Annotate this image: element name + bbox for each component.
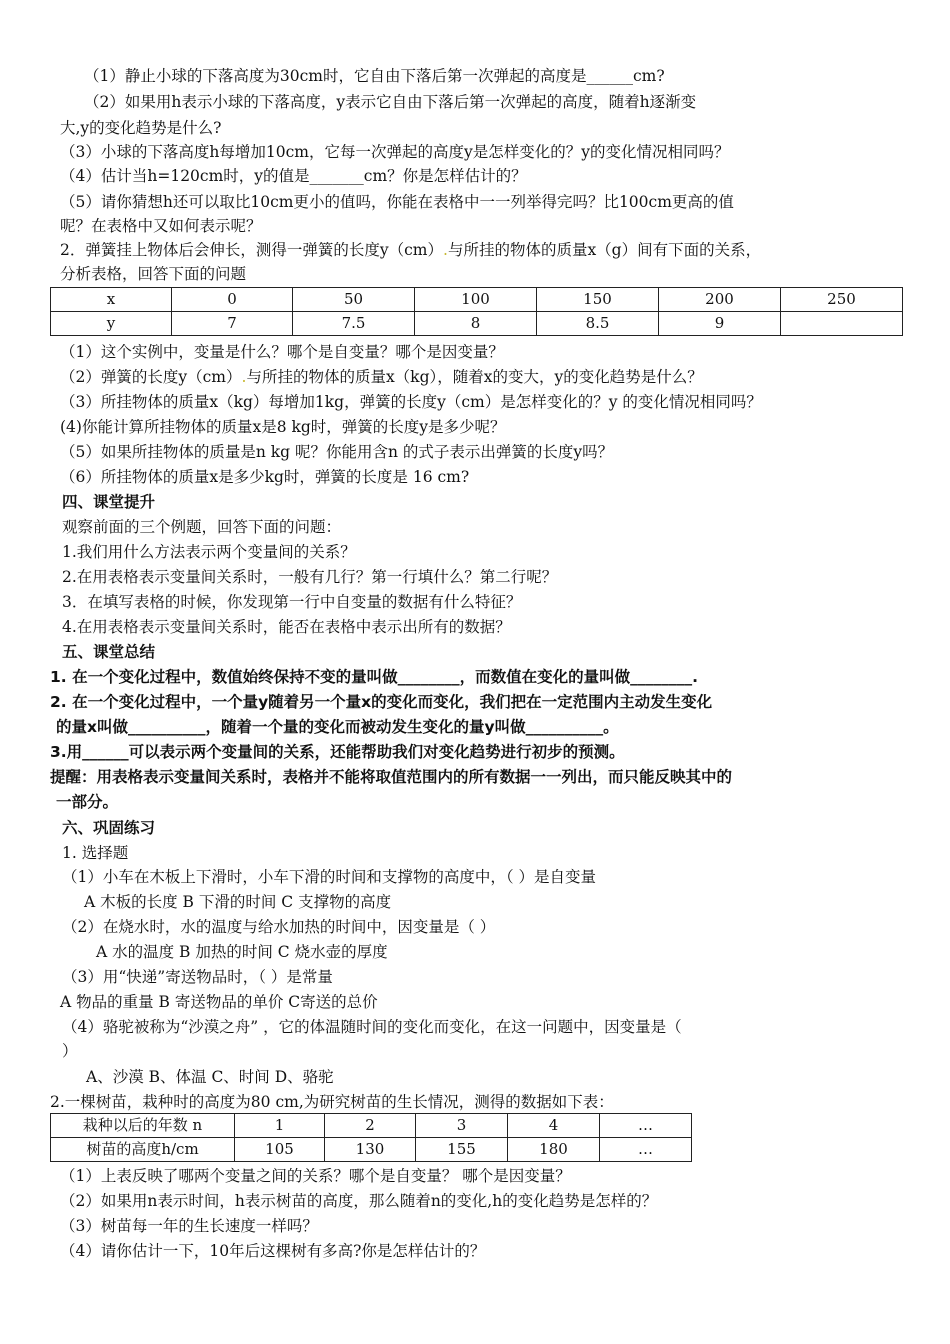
spring-intro-cont: 分析表格，回答下面的问题 bbox=[60, 265, 247, 283]
table-cell: x bbox=[51, 288, 172, 312]
table-cell: 8 bbox=[415, 312, 537, 336]
table-cell: 7.5 bbox=[293, 312, 415, 336]
table-cell: … bbox=[600, 1114, 692, 1138]
spring-question-4: (4)你能计算所挂物体的质量x是8 kg时，弹簧的长度y是多少呢？ bbox=[60, 418, 506, 436]
table-cell: … bbox=[600, 1138, 692, 1162]
spring-question-3: （3）所挂物体的质量x（kg）每增加1kg，弹簧的长度y（cm）是怎样变化的？y 的变化情况相同吗？ bbox=[60, 393, 762, 411]
table-cell: 7 bbox=[172, 312, 293, 336]
table-cell: 2 bbox=[325, 1114, 416, 1138]
table-cell: y bbox=[51, 312, 172, 336]
table-cell: 9 bbox=[659, 312, 781, 336]
table-cell: 树苗的高度h/cm bbox=[51, 1138, 235, 1162]
section-4-intro: 观察前面的三个例题，回答下面的问题： bbox=[62, 518, 342, 536]
table-row bbox=[51, 1114, 692, 1138]
reminder-cont: 一部分。 bbox=[56, 793, 119, 811]
spring-question-1: （1）这个实例中，变量是什么？哪个是自变量？哪个是因变量？ bbox=[60, 343, 504, 361]
choice-question-2: （2）在烧水时，水的温度与给水加热的时间中，因变量是（ ） bbox=[62, 918, 496, 936]
choice-options-1: A 木板的长度 B 下滑的时间 C 支撑物的高度 bbox=[84, 893, 392, 911]
table-row bbox=[51, 288, 903, 312]
ball-question-2: （2）如果用h表示小球的下落高度，y表示它自由下落后第一次弹起的高度，随着h逐渐变 bbox=[84, 93, 697, 111]
table-cell: 150 bbox=[537, 288, 659, 312]
table-cell: 250 bbox=[781, 288, 903, 312]
section-4-heading: 四、课堂提升 bbox=[62, 493, 156, 511]
spring-intro-part2: 与所挂的物体的质量x（g）间有下面的关系， bbox=[447, 241, 762, 259]
summary-1: 1. 在一个变化过程中，数值始终保持不变的量叫做________，而数值在变化的量叫做________. bbox=[50, 668, 698, 686]
section-4-question-4: 4.在用表格表示变量间关系时，能否在表格中表示出所有的数据？ bbox=[62, 618, 511, 636]
summary-3: 3.用______可以表示两个变量间的关系，还能帮助我们对变化趋势进行初步的预测。 bbox=[50, 743, 625, 761]
choice-question-1: （1）小车在木板上下滑时，小车下滑的时间和支撑物的高度中，（ ）是自变量 bbox=[62, 868, 597, 886]
choice-options-4: A、沙漠 B、体温 C、时间 D、骆驼 bbox=[86, 1068, 334, 1086]
dot-mark: . bbox=[241, 368, 247, 386]
section-5-heading: 五、课堂总结 bbox=[62, 643, 156, 661]
ball-question-1: （1）静止小球的下落高度为30cm时，它自由下落后第一次弹起的高度是______cm? bbox=[84, 67, 665, 85]
table-cell: 8.5 bbox=[537, 312, 659, 336]
ball-question-3: （3）小球的下落高度h每增加10cm，它每一次弹起的高度y是怎样变化的？y的变化情况相同吗？ bbox=[60, 143, 730, 161]
choice-question-4-cont: ） bbox=[62, 1042, 78, 1060]
table-cell: 200 bbox=[659, 288, 781, 312]
table-cell: 180 bbox=[508, 1138, 600, 1162]
sapling-question-2: （2）如果用n表示时间，h表示树苗的高度，那么随着n的变化,h的变化趋势是怎样的？ bbox=[60, 1192, 658, 1210]
ball-question-4: （4）估计当h=120cm时，y的值是_______cm？你是怎样估计的？ bbox=[60, 167, 527, 185]
table-cell: 105 bbox=[235, 1138, 325, 1162]
summary-2-cont: 的量x叫做__________，随着一个量的变化而被动发生变化的量y叫做__________。 bbox=[56, 718, 619, 736]
table-row bbox=[51, 312, 903, 336]
sapling-intro: 2.一棵树苗，栽种时的高度为80 cm,为研究树苗的生长情况，测得的数据如下表： bbox=[50, 1093, 614, 1111]
choice-heading: 1. 选择题 bbox=[62, 844, 129, 862]
ball-question-2-cont: 大,y的变化趋势是什么? bbox=[60, 119, 222, 137]
sapling-question-4: （4）请你估计一下，10年后这棵树有多高?你是怎样估计的？ bbox=[60, 1242, 486, 1260]
section-4-question-2: 2.在用表格表示变量间关系时，一般有几行？第一行填什么？第二行呢？ bbox=[62, 568, 558, 586]
table-cell: 栽种以后的年数 n bbox=[51, 1114, 235, 1138]
spring-question-5: （5）如果所挂物体的质量是n kg 呢？你能用含n 的式子表示出弹簧的长度y吗？ bbox=[60, 443, 614, 461]
choice-options-2: A 水的温度 B 加热的时间 C 烧水壶的厚度 bbox=[96, 943, 388, 961]
spring-table bbox=[50, 287, 903, 336]
ball-question-5-cont: 呢？在表格中又如何表示呢？ bbox=[60, 217, 262, 235]
table-cell bbox=[781, 312, 903, 336]
table-cell: 100 bbox=[415, 288, 537, 312]
spring-q2-part2: 与所挂的物体的质量x（kg），随着x的变大，y的变化趋势是什么？ bbox=[246, 368, 703, 386]
table-cell: 4 bbox=[508, 1114, 600, 1138]
section-4-question-3: 3．在填写表格的时候，你发现第一行中自变量的数据有什么特征？ bbox=[62, 593, 522, 611]
spring-intro bbox=[60, 240, 761, 260]
table-cell: 0 bbox=[172, 288, 293, 312]
table-row bbox=[51, 1138, 692, 1162]
table-cell: 1 bbox=[235, 1114, 325, 1138]
spring-intro-part1: 2．弹簧挂上物体后会伸长，测得一弹簧的长度y（cm） bbox=[60, 241, 443, 259]
sapling-question-1: （1）上表反映了哪两个变量之间的关系？哪个是自变量？ 哪个是因变量？ bbox=[60, 1167, 571, 1185]
spring-question-6: （6）所挂物体的质量x是多少kg时，弹簧的长度是 16 cm? bbox=[60, 468, 470, 486]
ball-question-5: （5）请你猜想h还可以取比10cm更小的值吗，你能在表格中一一列举得完吗？比100cm更高的值 bbox=[60, 193, 734, 211]
reminder: 提醒：用表格表示变量间关系时，表格并不能将取值范围内的所有数据一一列出，而只能反映其中的 bbox=[50, 768, 733, 786]
table-cell: 155 bbox=[416, 1138, 508, 1162]
sapling-question-3: （3）树苗每一年的生长速度一样吗？ bbox=[60, 1217, 318, 1235]
choice-question-4: （4）骆驼被称为“沙漠之舟” ，它的体温随时间的变化而变化，在这一问题中，因变量是（ bbox=[62, 1018, 682, 1036]
table-cell: 130 bbox=[325, 1138, 416, 1162]
choice-options-3: A 物品的重量 B 寄送物品的单价 C寄送的总价 bbox=[60, 993, 378, 1011]
dot-mark: . bbox=[443, 241, 448, 259]
spring-question-2 bbox=[60, 367, 703, 387]
section-4-question-1: 1.我们用什么方法表示两个变量间的关系？ bbox=[62, 543, 356, 561]
spring-q2-part1: （2）弹簧的长度y（cm） bbox=[60, 368, 242, 386]
sapling-table bbox=[50, 1113, 692, 1162]
section-6-heading: 六、巩固练习 bbox=[62, 819, 156, 837]
choice-question-3: （3）用“快递”寄送物品时，（ ）是常量 bbox=[62, 968, 333, 986]
table-cell: 3 bbox=[416, 1114, 508, 1138]
summary-2: 2. 在一个变化过程中，一个量y随着另一个量x的变化而变化，我们把在一定范围内主动发生变化 bbox=[50, 693, 713, 711]
table-cell: 50 bbox=[293, 288, 415, 312]
